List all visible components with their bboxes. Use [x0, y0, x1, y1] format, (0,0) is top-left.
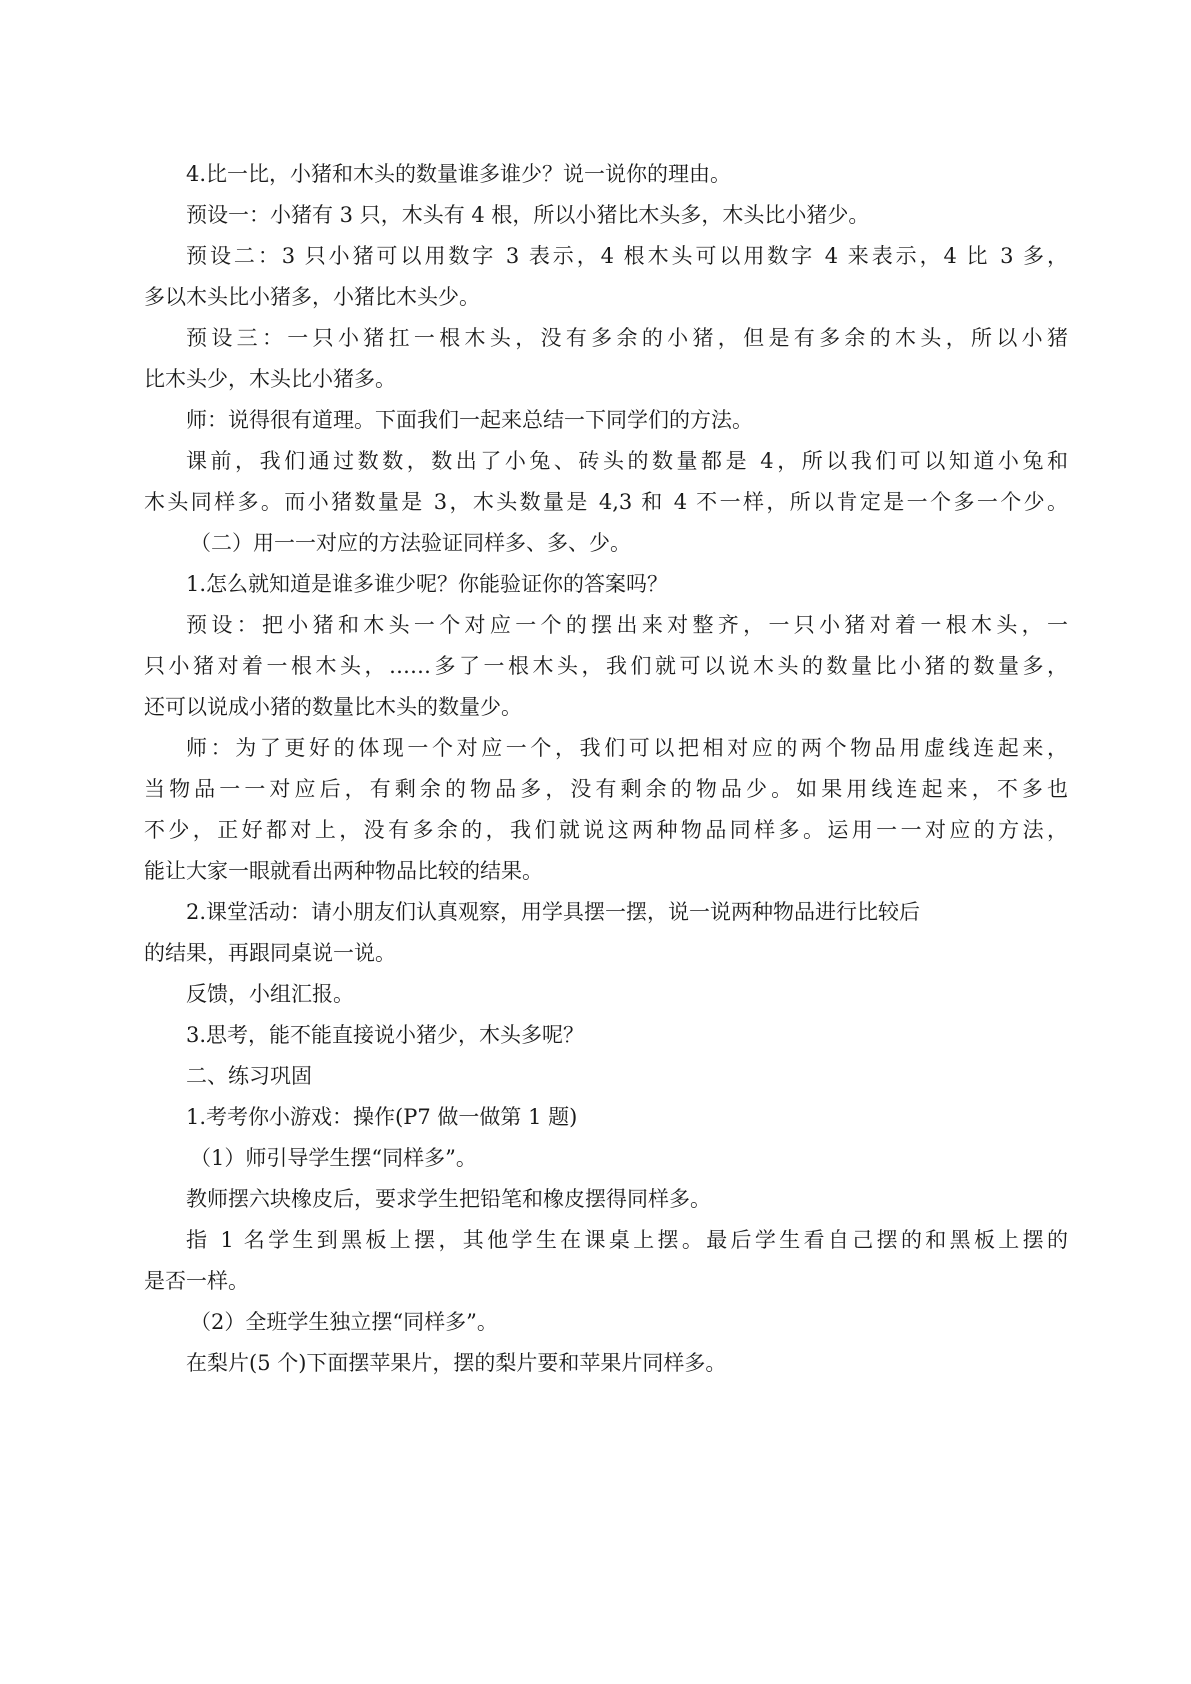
paragraph-line: 3.思考，能不能直接说小猪少，木头多呢？	[186, 1023, 585, 1047]
paragraph-line: 不少，正好都对上，没有多余的，我们就说这两种物品同样多。运用一一对应的方法，	[144, 818, 1068, 842]
section-heading: （二）用一一对应的方法验证同样多、多、少。	[190, 531, 631, 555]
paragraph-line: （1）师引导学生摆“同样多”。	[190, 1146, 477, 1170]
paragraph-line: （2）全班学生独立摆“同样多”。	[190, 1310, 498, 1334]
paragraph-line: 比木头少，木头比小猪多。	[144, 367, 396, 391]
paragraph-line: 在梨片(5 个)下面摆苹果片，摆的梨片要和苹果片同样多。	[186, 1351, 727, 1375]
paragraph-line: 多以木头比小猪多，小猪比木头少。	[144, 285, 480, 309]
paragraph-line: 预设三：一只小猪扛一根木头，没有多余的小猪，但是有多余的木头，所以小猪	[186, 326, 1068, 350]
paragraph-line: 反馈，小组汇报。	[186, 982, 354, 1006]
paragraph-line: 教师摆六块橡皮后，要求学生把铅笔和橡皮摆得同样多。	[186, 1187, 711, 1211]
paragraph-line: 能让大家一眼就看出两种物品比较的结果。	[144, 859, 543, 883]
paragraph-line: 师：说得很有道理。下面我们一起来总结一下同学们的方法。	[186, 408, 753, 432]
paragraph-line: 只小猪对着一根木头，……多了一根木头，我们就可以说木头的数量比小猪的数量多，	[144, 654, 1068, 678]
paragraph-line: 是否一样。	[144, 1269, 249, 1293]
paragraph-line: 4.比一比，小猪和木头的数量谁多谁少？说一说你的理由。	[186, 162, 732, 186]
paragraph-line: 师：为了更好的体现一个对应一个，我们可以把相对应的两个物品用虚线连起来，	[186, 736, 1068, 760]
paragraph-line: 1.考考你小游戏：操作(P7 做一做第 1 题)	[186, 1105, 578, 1129]
paragraph-line: 还可以说成小猪的数量比木头的数量少。	[144, 695, 522, 719]
paragraph-line: 预设：把小猪和木头一个对应一个的摆出来对整齐，一只小猪对着一根木头，一	[186, 613, 1068, 637]
paragraph-line: 木头同样多。而小猪数量是 3，木头数量是 4,3 和 4 不一样，所以肯定是一个多一个少。	[144, 490, 1068, 514]
paragraph-line: 2.课堂活动：请小朋友们认真观察，用学具摆一摆，说一说两种物品进行比较后	[186, 900, 921, 924]
paragraph-line: 1.怎么就知道是谁多谁少呢？你能验证你的答案吗？	[186, 572, 669, 596]
paragraph-line: 预设一：小猪有 3 只，木头有 4 根，所以小猪比木头多，木头比小猪少。	[186, 203, 870, 227]
paragraph-line: 课前，我们通过数数，数出了小兔、砖头的数量都是 4，所以我们可以知道小兔和	[186, 449, 1068, 473]
paragraph-line: 当物品一一对应后，有剩余的物品多，没有剩余的物品少。如果用线连起来，不多也	[144, 777, 1068, 801]
paragraph-line: 的结果，再跟同桌说一说。	[144, 941, 396, 965]
paragraph-line: 预设二：3 只小猪可以用数字 3 表示，4 根木头可以用数字 4 来表示，4 比 3 多，	[186, 244, 1068, 268]
section-heading: 二、练习巩固	[186, 1064, 312, 1088]
document-body	[144, 154, 1068, 1384]
paragraph-line: 指 1 名学生到黑板上摆，其他学生在课桌上摆。最后学生看自己摆的和黑板上摆的	[186, 1228, 1068, 1252]
